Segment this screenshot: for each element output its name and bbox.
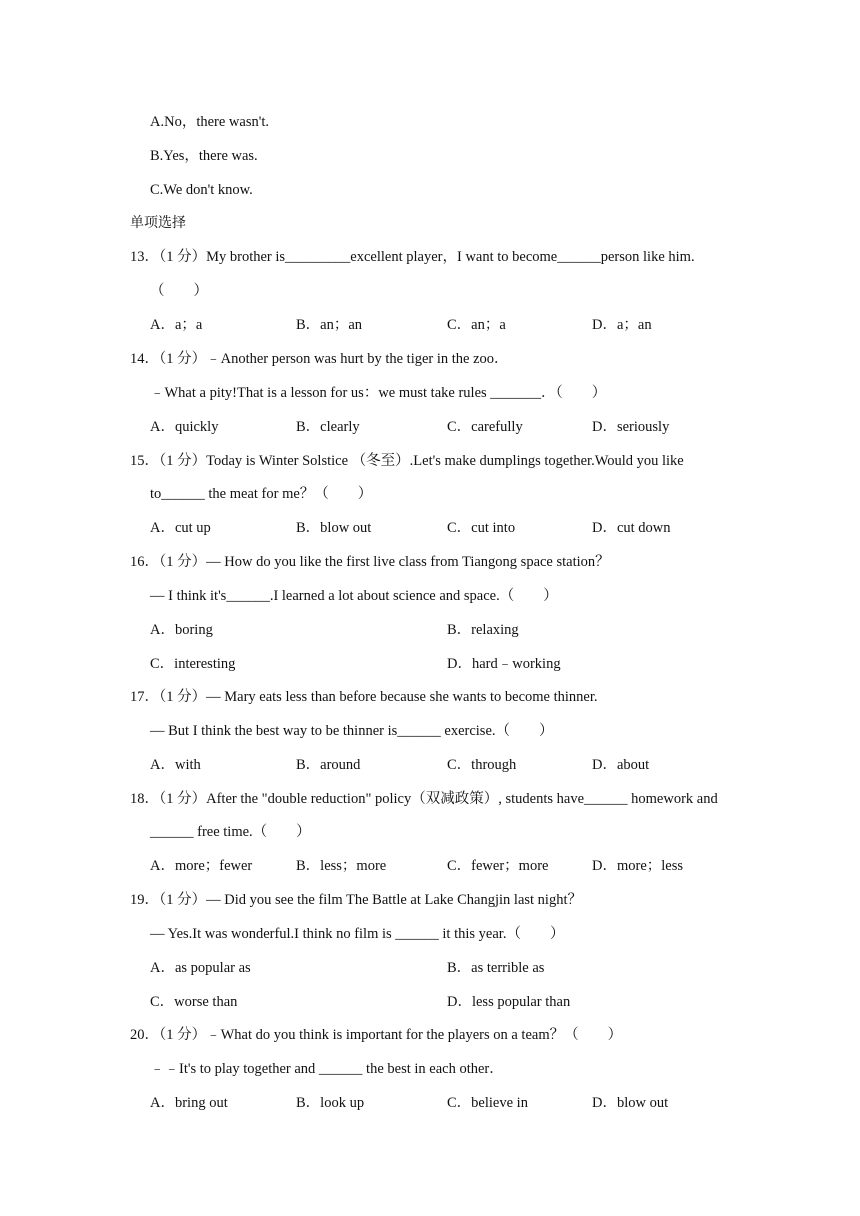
question-15-option-a: A．cut up <box>150 520 211 536</box>
question-17-option-c: C．through <box>447 757 517 773</box>
question-17-line-1: 17．（1 分）— Mary eats less than before because she wants to become thinner. <box>130 689 598 705</box>
question-16-option-d: D．hard﹣working <box>447 656 561 672</box>
prev-option-c: C.We don't know. <box>150 182 253 198</box>
question-14-option-c: C．carefully <box>447 419 523 435</box>
question-20-option-a: A．bring out <box>150 1095 228 1111</box>
question-15-option-b: B．blow out <box>296 520 372 536</box>
question-19-line-2: — Yes.It was wonderful.I think no film is ______ it this year.（ ） <box>150 926 565 942</box>
question-15-option-c: C．cut into <box>447 520 516 536</box>
question-18-option-d: D．more；less <box>592 858 684 874</box>
question-20-line-1: 20．（1 分）﹣What do you think is important for the players on a team？（ ） <box>130 1027 623 1043</box>
prev-option-a: A.No，there wasn't. <box>150 114 269 130</box>
question-18-option-c: C．fewer；more <box>447 858 549 874</box>
question-15-line-2: to______ the meat for me？（ ） <box>150 486 373 502</box>
question-19-option-b: B．as terrible as <box>447 960 545 976</box>
question-20-option-d: D．blow out <box>592 1095 669 1111</box>
question-16-line-2: — I think it's______.I learned a lot about science and space.（ ） <box>150 588 558 604</box>
question-13-line-1: 13．（1 分）My brother is_________excellent player，I want to become______person like him. <box>130 249 695 265</box>
question-14-option-b: B．clearly <box>296 419 360 435</box>
section-title: 单项选择 <box>130 215 186 231</box>
question-20-option-c: C．believe in <box>447 1095 528 1111</box>
question-20-line-2: ﹣﹣It's to play together and ______ the best in each other． <box>150 1061 504 1077</box>
question-14-line-1: 14．（1 分）﹣Another person was hurt by the tiger in the zoo． <box>130 351 509 367</box>
question-19-option-c: C．worse than <box>150 994 238 1010</box>
question-13-option-a: A．a；a <box>150 317 203 333</box>
question-14-option-d: D．seriously <box>592 419 670 435</box>
question-13-option-c: C．an；a <box>447 317 506 333</box>
question-19-option-a: A．as popular as <box>150 960 251 976</box>
question-17-option-a: A．with <box>150 757 201 773</box>
question-14-line-2: ﹣What a pity!That is a lesson for us：we must take rules _______．（ ） <box>150 385 607 401</box>
question-15-line-1: 15．（1 分）Today is Winter Solstice （冬至）.Let's make dumplings together.Would you like <box>130 453 684 469</box>
question-14-option-a: A．quickly <box>150 419 219 435</box>
question-16-option-a: A．boring <box>150 622 213 638</box>
question-16-line-1: 16．（1 分）— How do you like the first live class from Tiangong space station？ <box>130 554 610 570</box>
question-13-line-2: （ ） <box>150 283 208 299</box>
question-13-option-d: D．a；an <box>592 317 652 333</box>
question-16-option-c: C．interesting <box>150 656 236 672</box>
question-15-option-d: D．cut down <box>592 520 671 536</box>
question-20-option-b: B．look up <box>296 1095 365 1111</box>
question-17-option-b: B．around <box>296 757 361 773</box>
question-16-option-b: B．relaxing <box>447 622 519 638</box>
question-17-line-2: — But I think the best way to be thinner is______ exercise.（ ） <box>150 723 554 739</box>
question-18-option-b: B．less；more <box>296 858 387 874</box>
question-19-line-1: 19．（1 分）— Did you see the film The Battle at Lake Changjin last night？ <box>130 892 582 908</box>
question-17-option-d: D．about <box>592 757 650 773</box>
question-18-line-1: 18．（1 分）After the "double reduction" policy（双减政策）, students have______ homework and <box>130 791 718 807</box>
question-18-line-2: ______ free time.（ ） <box>150 824 311 840</box>
question-19-option-d: D．less popular than <box>447 994 571 1010</box>
question-13-option-b: B．an；an <box>296 317 363 333</box>
question-18-option-a: A．more；fewer <box>150 858 253 874</box>
prev-option-b: B.Yes，there was. <box>150 148 258 164</box>
